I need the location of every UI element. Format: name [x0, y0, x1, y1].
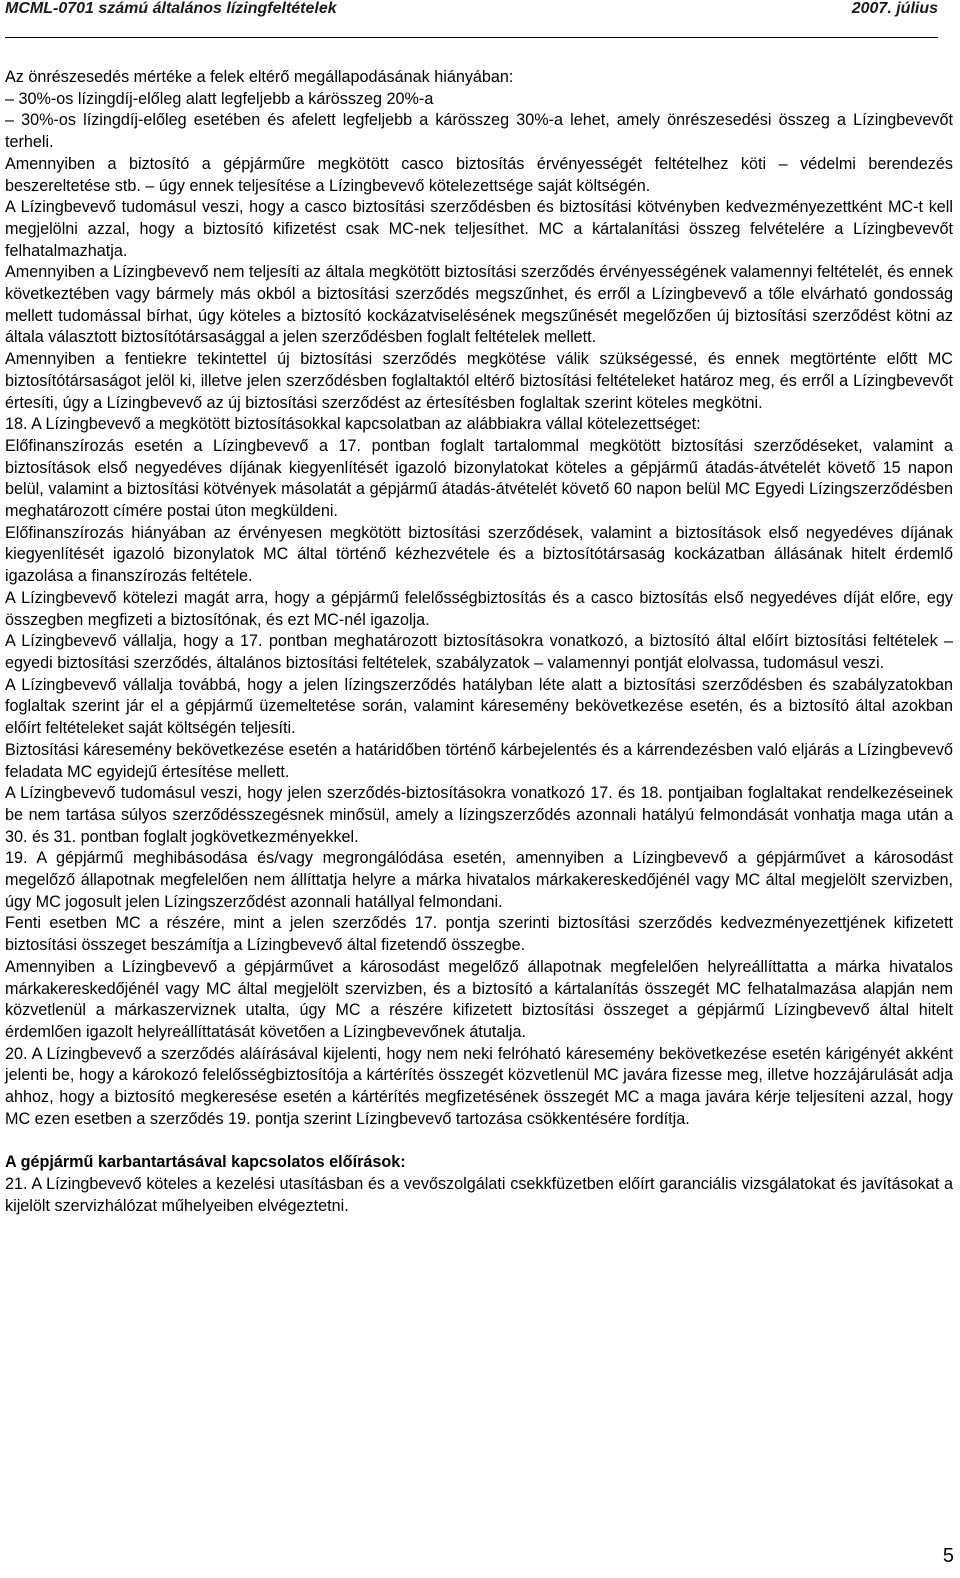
paragraph: Amennyiben a Lízingbevevő nem teljesíti az általa megkötött biztosítási szerződés érvényességének valamennyi feltételét, és ennek következtében vagy bármely más okból a biztosítási szerződés megszűnhet, és erről a Lízingbevevő a tőle elvárható gondosság mellett tudomással bírhat, úgy köteles a biztosító kockázatviselésének megszűnését megelőzően új biztosítási szerződést kötni az általa választott biztosítótársasággal a jelen szerződésben foglalt feltételek mellett. [5, 263, 953, 347]
paragraph: Az önrészesedés mértéke a felek eltérő megállapodásának hiányában: [5, 68, 514, 86]
paragraph: Amennyiben a Lízingbevevő a gépjárművet a károsodást megelőző állapotnak megfelelően helyreállíttatta a márka hivatalos márkakereskedőjénél vagy MC által megjelölt szervizben, és a biztosító a kártalanítás összegét MC felhatalmazása alapján nem közvetlenül a márkaszerviznek utalta, úgy MC a részére kifizetett biztosítási összeget a gépjármű Lízingbevevő által hitelt érdemlően igazolt helyreállíttatását követően a Lízingbevevőnek átutalja. [5, 957, 953, 1041]
paragraph: Biztosítási káresemény bekövetkezése esetén a határidőben történő kárbejelentés és a kárrendezésben való eljárás a Lízingbevevő feladata MC egyidejű értesítése mellett. [5, 740, 953, 781]
paragraph: A Lízingbevevő vállalja továbbá, hogy a jelen lízingszerződés hatályban léte alatt a biztosítási szerződésben és szabályzatokban foglaltak szerint jár el a gépjármű üzemeltetése során, valamint káresemény bekövetkezése esetén, és a biztosító által azokban előírt feltételeket saját költségén teljesíti. [5, 675, 953, 738]
paragraph: Előfinanszírozás esetén a Lízingbevevő a 17. pontban foglalt tartalommal megkötött biztosítási szerződéseket, valamint a biztosítások első negyedéves díjának kiegyenlítését igazoló bizonylatokat köteles a gépjármű átadás-átvételét követő 15 napon belül, valamint a biztosítási kötvények másolatát a gépjármű átadás-átvételét követő 60 napon belül MC Egyedi Lízingszerződésben meghatározott címére postai úton megküldeni. [5, 436, 953, 521]
header-divider [5, 37, 938, 38]
document-title: MCML-0701 számú általános lízingfeltételek [5, 0, 337, 17]
paragraph: A Lízingbevevő tudomásul veszi, hogy jelen szerződés-biztosításokra vonatkozó 17. és 18. pontjaiban foglaltakat rendelkezéseinek be nem tartása súlyos szerződésszegésnek minősül, amely a lízingszerződés azonnali hatályú felmondását vonhatja maga után a 30. és 31. pontban foglalt jogkövetkezményekkel. [5, 784, 953, 846]
document-body [5, 67, 953, 1217]
section-21: 21. A Lízingbevevő köteles a kezelési utasításban és a vevőszolgálati csekkfüzetben előírt garanciális vizsgálatokat és javításokat a kijelölt szervizhálózat műhelyeiben elvégeztetni. [5, 1174, 953, 1215]
paragraph: A Lízingbevevő vállalja, hogy a 17. pontban meghatározott biztosításokra vonatkozó, a biztosító által előírt biztosítási feltételek – egyedi biztosítási szerződés, általános biztosítási feltételek, szabályzatok – valamennyi pontját elolvassa, tudomásul veszi. [5, 632, 953, 672]
spacer [5, 1130, 953, 1152]
section-19: 19. A gépjármű meghibásodása és/vagy megrongálódása esetén, amennyiben a Lízingbevevő a gépjárművet a károsodást megelőző állapotnak megfelelően nem állíttatja helyre a márka hivatalos márkakereskedőjénél vagy MC által megjelölt szervizben, úgy MC jogosult jelen Lízingszerződést azonnali hatállyal felmondani. [5, 849, 953, 911]
section-18-intro: 18. A Lízingbevevő a megkötött biztosításokkal kapcsolatban az alábbiakra vállal kötelezettséget: [5, 415, 701, 434]
document-date: 2007. július [851, 0, 938, 17]
paragraph: Amennyiben a biztosító a gépjárműre megkötött casco biztosítás érvényességét feltételhez köti – védelmi berendezés beszereltetése stb. – úgy ennek teljesítése a Lízingbevevő kötelezettsége saját költségén. [5, 154, 953, 195]
paragraph: A Lízingbevevő tudomásul veszi, hogy a casco biztosítási szerződésben és biztosítási kötvényben kedvezményezettként MC-t kell megjelölni azzal, hogy a biztosító kifizetést csak MC-nek teljesíthet. MC a kártalanítási összeg felvételére a Lízingbevevőt felhatalmazhatja. [5, 198, 953, 260]
section-heading: A gépjármű karbantartásával kapcsolatos előírások: [5, 1153, 406, 1172]
page-number: 5 [942, 1545, 954, 1567]
paragraph: Előfinanszírozás hiányában az érvényesen megkötött biztosítási szerződések, valamint a biztosítások első negyedéves díjának kiegyenlítését igazoló bizonylatok MC által történő kézhezvétele és a biztosítótársaság kockázatban állásának hitelt érdemlő igazolása a finanszírozás feltétele. [5, 523, 953, 586]
list-item: – 30%-os lízingdíj-előleg esetében és afelett legfeljebb a kárösszeg 30%-a lehet, amely önrészesedési összeg a Lízingbevevőt terheli. [5, 111, 953, 152]
paragraph: Fenti esetben MC a részére, mint a jelen szerződés 17. pontja szerinti biztosítási szerződés kedvezményezettjének kifizetett biztosítási összeget beszámítja a Lízingbevevő által fizetendő összegbe. [5, 914, 953, 955]
section-20: 20. A Lízingbevevő a szerződés aláírásával kijelenti, hogy nem neki felróható káresemény bekövetkezése esetén kárigényét akként jelenti be, hogy a károkozó felelősségbiztosítója a kártérítés összegét közvetlenül MC javára fizesse meg, illetve hozzájárulását adja ahhoz, hogy a biztosító megkeresése esetén a kártérítés megfizetésének összegét MC a maga javára kérje teljesíteni azzal, hogy MC ezen esetben a szerződés 19. pontja szerint Lízingbevevő tartozása csökkentésére fordítja. [5, 1044, 953, 1128]
paragraph: Amennyiben a fentiekre tekintettel új biztosítási szerződés megkötése válik szükségessé, és ennek megtörténte előtt MC biztosítótársaságot jelöl ki, illetve jelen szerződésben foglaltaktól eltérő biztosítási feltételeket határoz meg, és erről a Lízingbevevőt értesíti, úgy a Lízingbevevő az új biztosítási szerződést az értesítésben foglaltak szerint köteles megkötni. [5, 350, 953, 412]
page-header [0, 0, 938, 38]
paragraph: A Lízingbevevő kötelezi magát arra, hogy a gépjármű felelősségbiztosítás és a casco biztosítás első negyedéves díját előre, egy összegben megfizeti a biztosítónak, és ezt MC-nél igazolja. [5, 588, 953, 629]
list-item: – 30%-os lízingdíj-előleg alatt legfeljebb a kárösszeg 20%-a [5, 89, 434, 108]
